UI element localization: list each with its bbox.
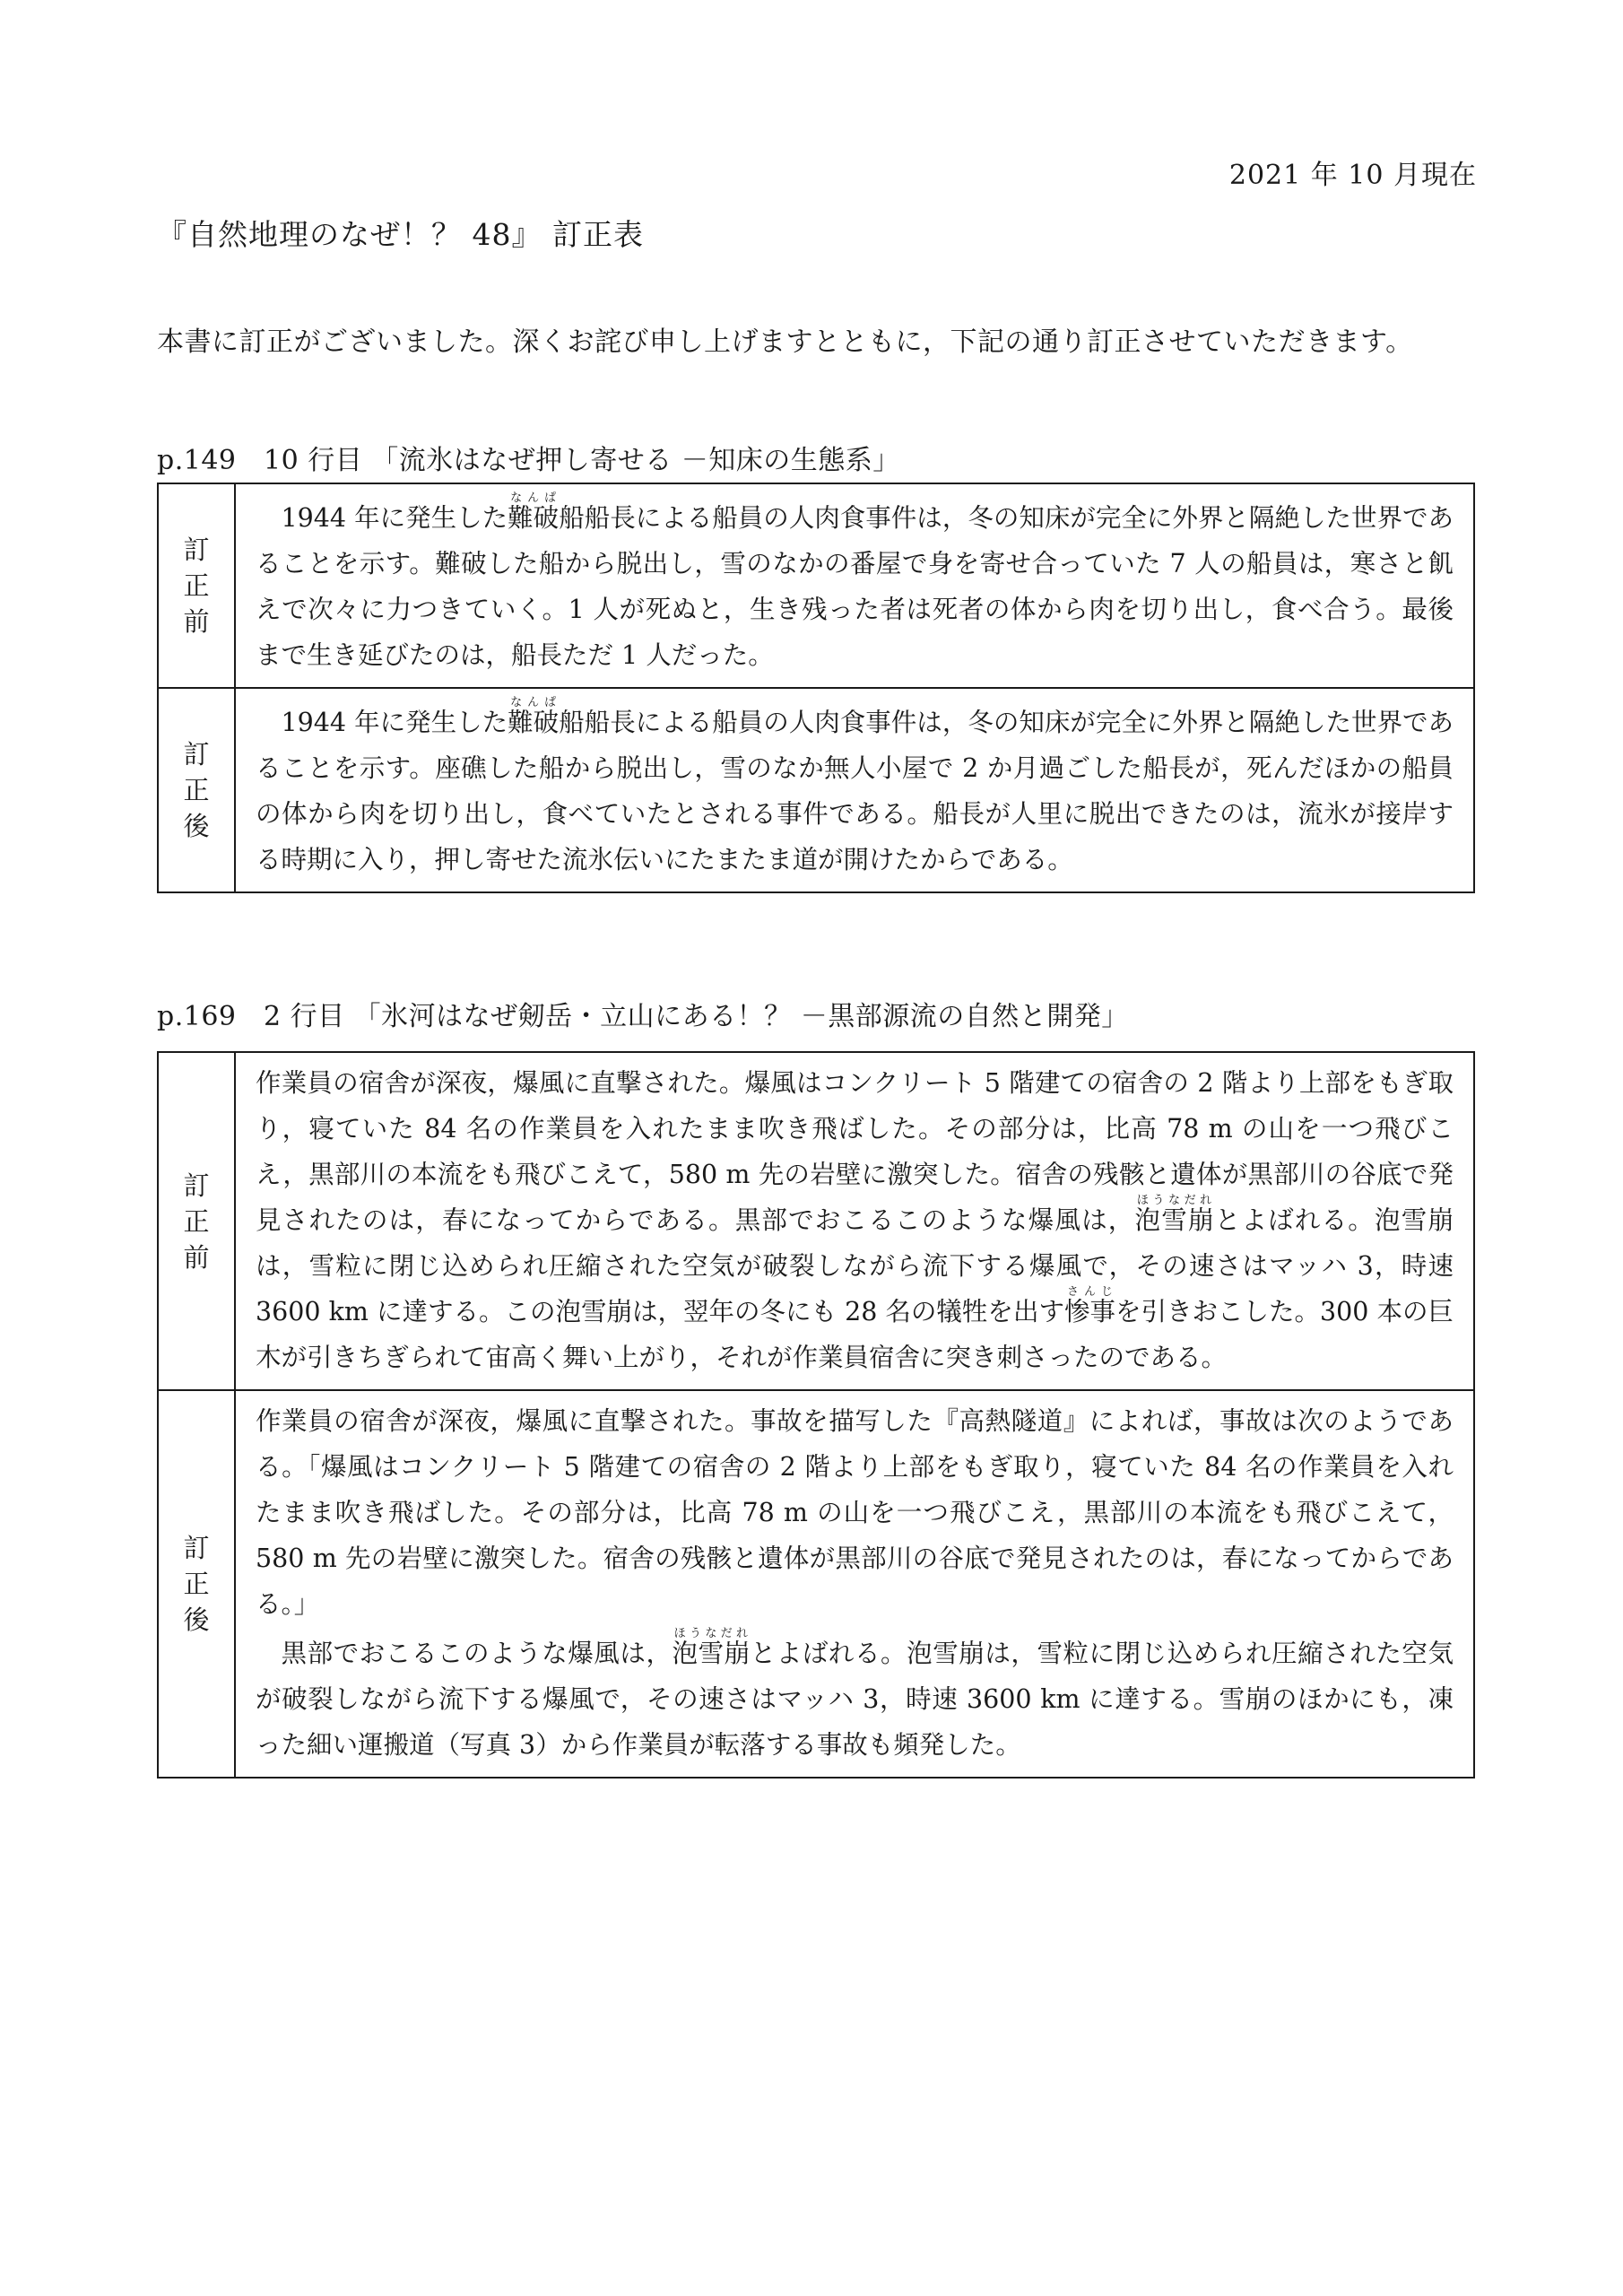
- label-after: 訂 正 後: [158, 1390, 235, 1778]
- row-before: [158, 1052, 1474, 1390]
- text-before: 1944 年に発生した難破なんぱ船船長による船員の人肉食事件は，冬の知床が完全に外界と隔絶した世界であることを示す。難破した船から脱出し，雪のなかの番屋で身を寄せ合っていた 7 人の船員は，寒さと飢えで次々に力つきていく。1 人が死ぬと，生き残った者は死者の体から肉を切り出し，食べ合う。最後まで生き延びたのは，船長ただ 1 人だった。: [235, 483, 1474, 688]
- document-title: 『自然地理のなぜ！？ 48』 訂正表: [157, 217, 644, 252]
- label-before: 訂 正 前: [158, 483, 235, 688]
- text-after: 1944 年に発生した難破なんぱ船船長による船員の人肉食事件は，冬の知床が完全に外界と隔絶した世界であることを示す。座礁した船から脱出し，雪のなか無人小屋で 2 か月過ごした船長が，死んだほかの船員の体から肉を切り出し，食べていたとされる事件である。船長が人里に脱出できたのは，流氷が接岸する時期に入り，押し寄せた流氷伝いにたまたま道が開けたからである。: [235, 688, 1474, 892]
- document-date: 2021 年 10 月現在: [1228, 160, 1477, 191]
- row-before: [158, 483, 1474, 688]
- label-after: 訂 正 後: [158, 688, 235, 892]
- row-after: [158, 688, 1474, 892]
- section-heading-p149: p.149 10 行目 「流氷はなぜ押し寄せる －知床の生態系」: [157, 445, 900, 476]
- errata-table-p169: [157, 1051, 1475, 1779]
- errata-table-p149: [157, 483, 1475, 893]
- row-after: [158, 1390, 1474, 1778]
- text-after: 作業員の宿舎が深夜，爆風に直撃された。事故を描写した『高熱隧道』によれば，事故は次のようである。「爆風はコンクリート 5 階建ての宿舎の 2 階より上部をもぎ取り，寝ていた 84 名の作業員を入れたまま吹き飛ばした。その部分は，比高 78 m の山を一つ飛びこえ，黒部川の本流をも飛びこえて，580 m 先の岩壁に激突した。宿舎の残骸と遺体が黒部川の谷底で発見されたのは，春になってからである。」 黒部でおこるこのような爆風は，泡雪崩ほうなだれとよばれる。泡雪崩は，雪粒に閉じ込められ圧縮された空気が破裂しながら流下する爆風で，その速さはマッハ 3，時速 3600 km に達する。雪崩のほかにも，凍った細い運搬道（写真 3）から作業員が転落する事故も頻発した。: [235, 1390, 1474, 1778]
- label-before: 訂 正 前: [158, 1052, 235, 1390]
- intro-text: 本書に訂正がございました。深くお詫び申し上げますとともに，下記の通り訂正させていただきます。: [157, 326, 1413, 358]
- text-before: 作業員の宿舎が深夜，爆風に直撃された。爆風はコンクリート 5 階建ての宿舎の 2 階より上部をもぎ取り，寝ていた 84 名の作業員を入れたまま吹き飛ばした。その部分は，比高 78 m の山を一つ飛びこえ，黒部川の本流をも飛びこえて，580 m 先の岩壁に激突した。宿舎の残骸と遺体が黒部川の谷底で発見されたのは，春になってからである。黒部でおこるこのような爆風は，泡雪崩ほうなだれとよばれる。泡雪崩は，雪粒に閉じ込められ圧縮された空気が破裂しながら流下する爆風で，その速さはマッハ 3，時速 3600 km に達する。この泡雪崩は，翌年の冬にも 28 名の犠牲を出す惨事さんじを引きおこした。300 本の巨木が引きちぎられて宙高く舞い上がり，それが作業員宿舎に突き刺さったのである。: [235, 1052, 1474, 1390]
- section-heading-p169: p.169 2 行目 「氷河はなぜ剱岳・立山にある！？ －黒部源流の自然と開発」: [157, 1001, 1129, 1032]
